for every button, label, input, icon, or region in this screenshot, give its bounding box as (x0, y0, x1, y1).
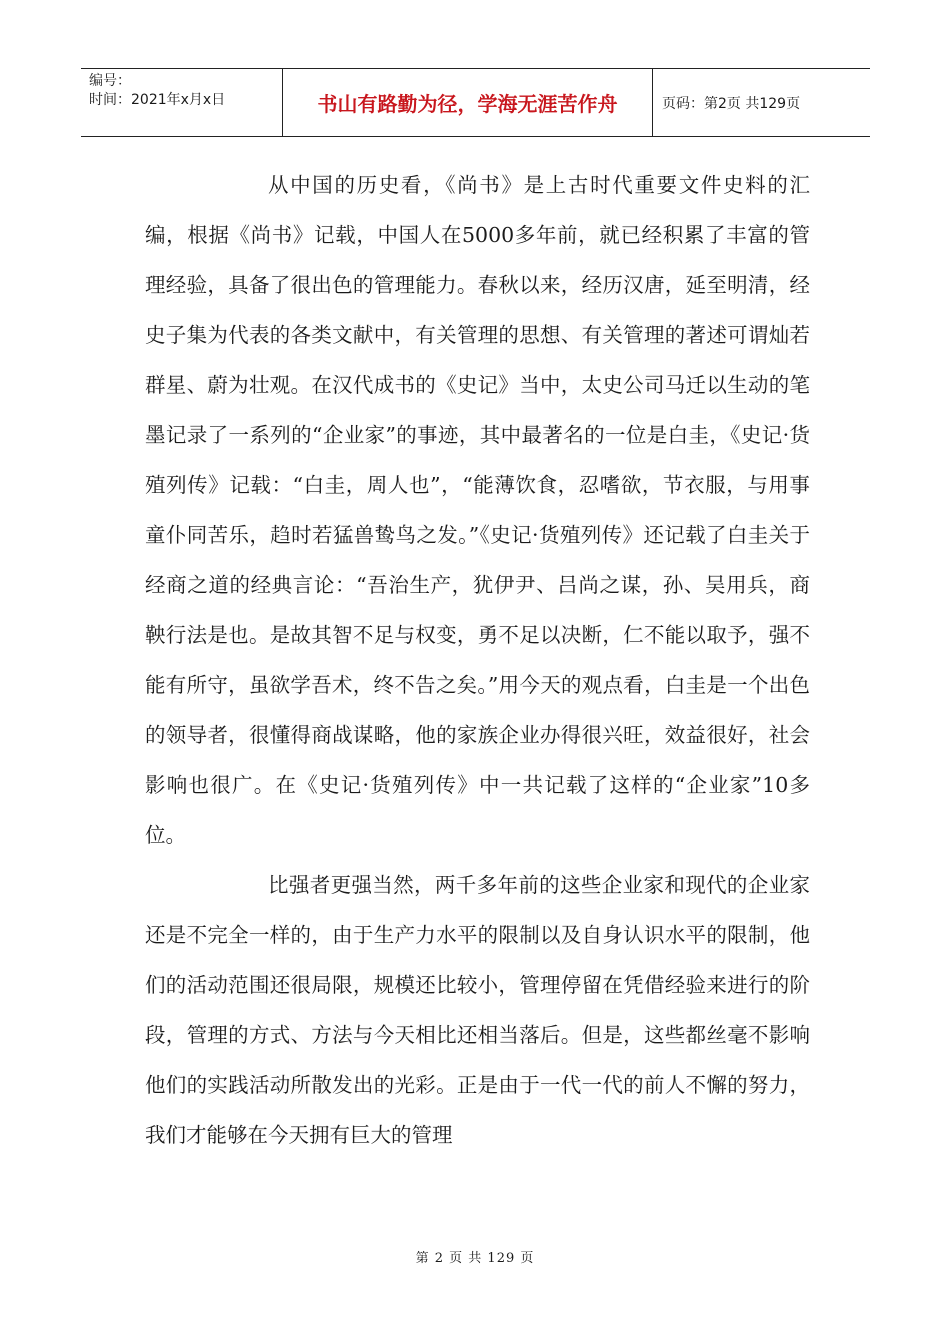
page-header (81, 68, 870, 137)
document-date: 时间：2021年x月x日 (89, 92, 226, 108)
paragraph-2: 比强者更强当然，两千多年前的这些企业家和现代的企业家还是不完全一样的，由于生产力水平的限制以及自身认识水平的限制，他们的活动范围还很局限，规模还比较小，管理停留在凭借经验来进行的阶段，管理的方式、方法与今天相比还相当落后。但是，这些都丝毫不影响他们的实践活动所散发出的光彩。正是由于一代一代的前人不懈的努力，我们才能够在今天拥有巨大的管理 (145, 873, 810, 1147)
document-body (145, 160, 810, 1160)
paragraph-1: 从中国的历史看，《尚书》是上古时代重要文件史料的汇编，根据《尚书》记载，中国人在5000多年前，就已经积累了丰富的管理经验，具备了很出色的管理能力。春秋以来，经历汉唐，延至明清，经史子集为代表的各类文献中，有关管理的思想、有关管理的著述可谓灿若群星、蔚为壮观。在汉代成书的《史记》当中，太史公司马迁以生动的笔墨记录了一系列的“企业家”的事迹，其中最著名的一位是白圭，《史记·货殖列传》记载：“白圭，周人也”，“能薄饮食，忍嗜欲，节衣服，与用事童仆同苦乐，趋时若猛兽鸷鸟之发。”《史记·货殖列传》还记载了白圭关于经商之道的经典言论：“吾治生产，犹伊尹、吕尚之谋，孙、吴用兵，商鞅行法是也。是故其智不足与权变，勇不足以决断，仁不能以取予，强不能有所守，虽欲学吾术，终不告之矣。”用今天的观点看，白圭是一个出色的领导者，很懂得商战谋略，他的家族企业办得很兴旺，效益很好，社会影响也很广。在《史记·货殖列传》中一共记载了这样的“企业家”10多位。 (145, 173, 810, 847)
header-motto: 书山有路勤为径，学海无涯苦作舟 (283, 69, 653, 136)
page-footer: 第 2 页 共 129 页 (415, 1251, 535, 1266)
header-page-info: 页码：第2页 共129页 (662, 95, 801, 112)
header-meta-cell (81, 69, 283, 136)
document-number-label: 编号： (89, 73, 131, 89)
